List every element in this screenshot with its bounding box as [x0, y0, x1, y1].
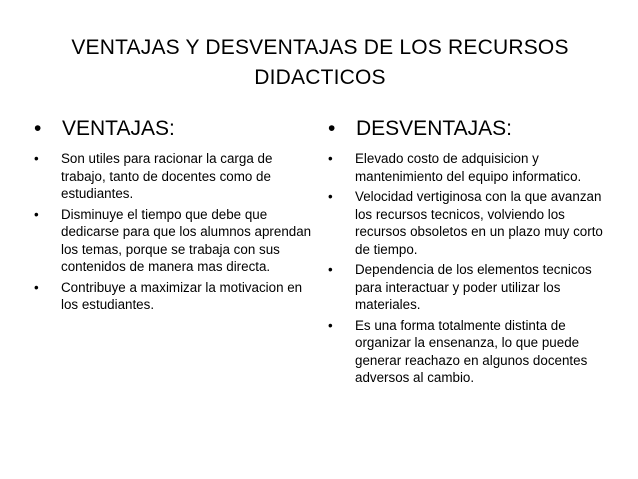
- bullet-icon: •: [328, 117, 336, 140]
- bullet-icon: •: [34, 279, 39, 295]
- disadvantages-list: [328, 150, 618, 387]
- disadvantages-heading: [328, 115, 618, 143]
- advantages-list: [34, 150, 319, 314]
- bullet-icon: •: [34, 151, 39, 166]
- list-item-text: Dependencia de los elementos tecnicos para interactuar y poder utilizar los materiales.: [355, 262, 592, 312]
- list-item-text: Son utiles para racionar la carga de trabajo, tanto de docentes como de estudiantes.: [61, 151, 273, 201]
- list-item-text: Velocidad vertiginosa con la que avanzan los recursos tecnicos, volviendo los recursos obsoletos en un plazo muy corto de tiempo.: [355, 189, 603, 257]
- list-item-text: Disminuye el tiempo que debe que dedicarse para que los alumnos aprendan los temas, porque se trabaja con sus contenidos de manera mas directa.: [61, 206, 312, 274]
- bullet-icon: •: [328, 317, 333, 333]
- list-item: [328, 188, 618, 258]
- list-item: [328, 317, 618, 387]
- bullet-icon: •: [328, 262, 333, 277]
- advantages-heading: [34, 115, 319, 143]
- bullet-icon: •: [34, 117, 42, 140]
- bullet-icon: •: [328, 151, 333, 166]
- list-item: [328, 261, 618, 314]
- bullet-icon: •: [34, 206, 39, 222]
- list-item: [328, 150, 618, 185]
- advantages-heading-label: VENTAJAS:: [62, 117, 175, 140]
- bullet-icon: •: [328, 189, 333, 204]
- list-item: [34, 150, 319, 203]
- list-item-text: Elevado costo de adquisicion y mantenimiento del equipo informatico.: [355, 151, 582, 184]
- list-item-text: Es una forma totalmente distinta de organizar la ensenanza, lo que puede generar reachazo en algunos docentes adversos al cambio.: [355, 317, 588, 385]
- disadvantages-column: [328, 115, 618, 390]
- slide-title: VENTAJAS Y DESVENTAJAS DE LOS RECURSOS DIDACTICOS: [71, 36, 569, 89]
- list-item-text: Contribuye a maximizar la motivacion en los estudiantes.: [61, 279, 303, 312]
- list-item: [34, 206, 319, 276]
- list-item: [34, 279, 319, 314]
- disadvantages-heading-label: DESVENTAJAS:: [356, 117, 512, 140]
- advantages-column: [34, 115, 319, 317]
